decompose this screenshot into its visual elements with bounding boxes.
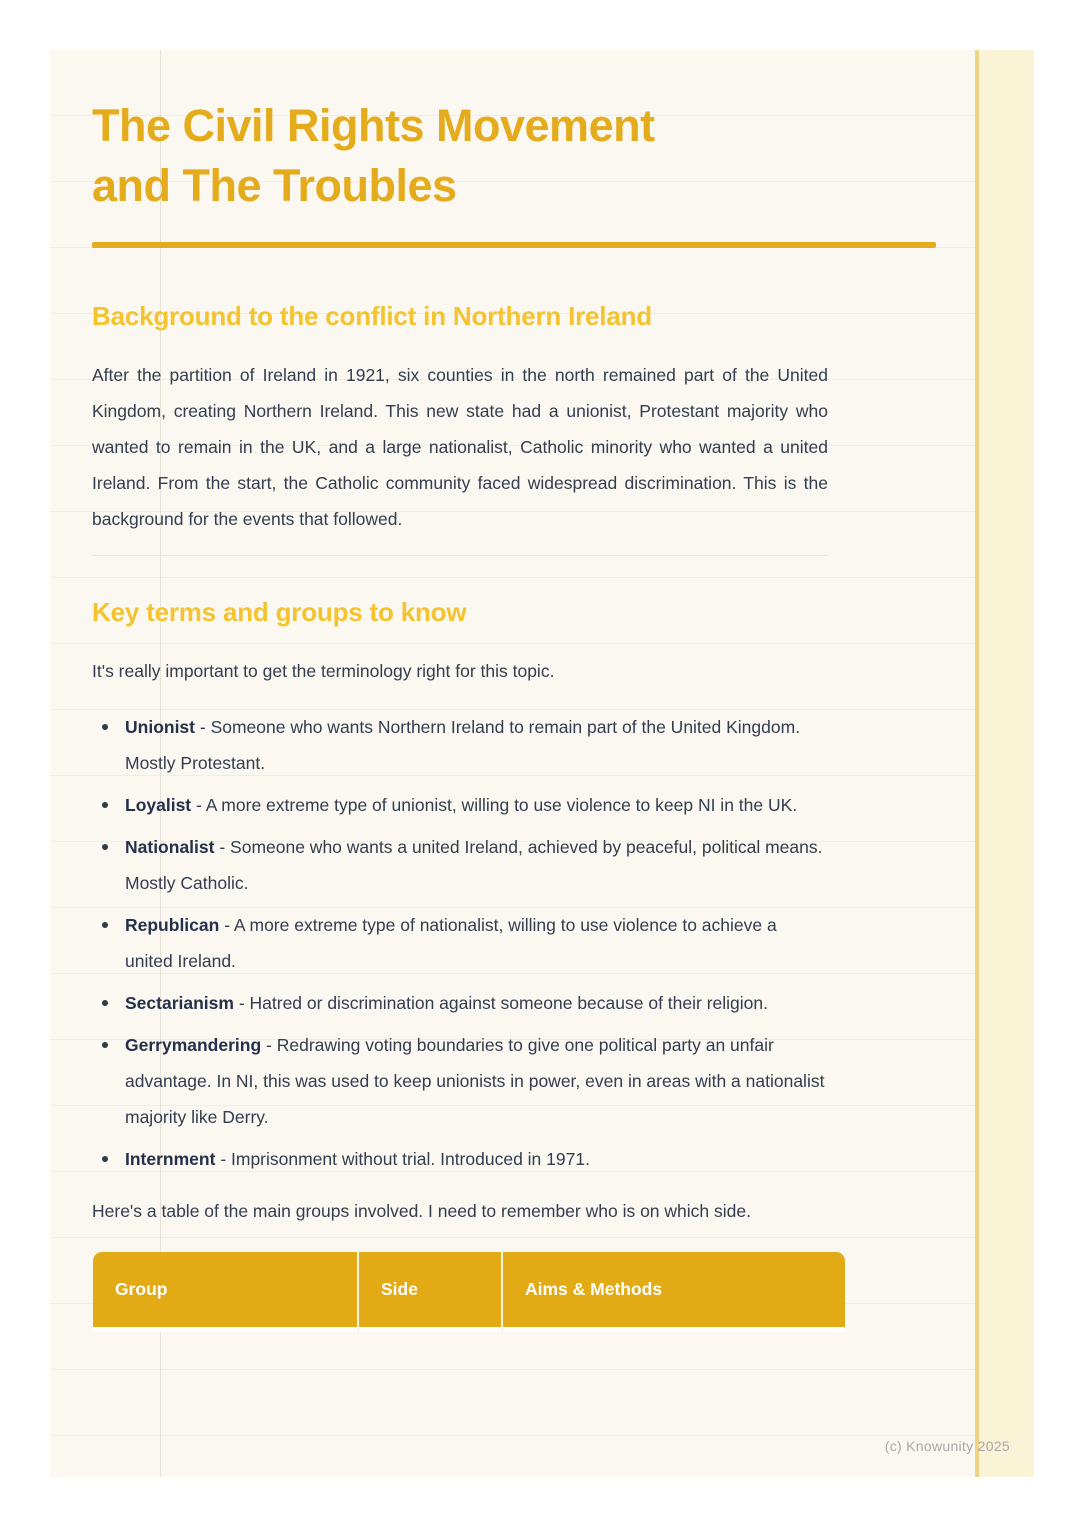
list-item-nationalist: [92, 829, 828, 901]
section-heading-background: Background to the conflict in Northern Ireland: [92, 301, 652, 331]
table-cell: [93, 1327, 359, 1332]
bullet-icon: [102, 844, 108, 850]
table-header-row: [93, 1252, 845, 1327]
page-title-line-1: The Civil Rights Movement: [92, 100, 655, 151]
notebook-paper: [50, 50, 1034, 1477]
list-item-gerrymandering: [92, 1027, 828, 1135]
background-paragraph: After the partition of Ireland in 1921, six counties in the north remained part of the United Kingdom, creating Northern Ireland. This new state had a unionist, Protestant majority who wanted to remain in the UK, and a large nationalist, Catholic minority who wanted a united Ireland. From the start, the Catholic community faced widespread discrimination. This is the background for the events that followed.: [92, 365, 828, 529]
term-label: Internment: [125, 1149, 216, 1169]
term-definition: - Imprisonment without trial. Introduced in 1971.: [220, 1149, 590, 1169]
bullet-icon: [102, 1000, 108, 1006]
table-cell: [503, 1327, 845, 1332]
table-header-aims-methods: Aims & Methods: [525, 1279, 663, 1299]
document-content: [92, 50, 828, 1332]
bullet-icon: [102, 802, 108, 808]
term-label: Nationalist: [125, 837, 215, 857]
table-cell: [359, 1327, 503, 1332]
section-divider: [92, 555, 828, 556]
bullet-icon: [102, 724, 108, 730]
bullet-icon: [102, 1042, 108, 1048]
term-label: Loyalist: [125, 795, 192, 815]
term-definition: - Someone who wants Northern Ireland to remain part of the United Kingdom. Mostly Protestant.: [125, 717, 801, 773]
page-title: [92, 96, 828, 216]
key-terms-list: [92, 709, 828, 1177]
table-body-clipped-row: [93, 1327, 845, 1332]
term-definition: - Someone who wants a united Ireland, achieved by peaceful, political means. Mostly Catholic.: [125, 837, 823, 893]
paper-side-band: [979, 50, 1034, 1477]
term-definition: - A more extreme type of unionist, willing to use violence to keep NI in the UK.: [196, 795, 798, 815]
list-item-unionist: [92, 709, 828, 781]
list-item-loyalist: [92, 787, 828, 823]
section-heading-key-terms: Key terms and groups to know: [92, 597, 467, 627]
page-title-line-2: and The Troubles: [92, 160, 457, 211]
list-item-internment: [92, 1141, 828, 1177]
term-definition: - Redrawing voting boundaries to give one political party an unfair advantage. In NI, this was used to keep unionists in power, even in areas with a nationalist majority like Derry.: [125, 1035, 825, 1127]
term-label: Sectarianism: [125, 993, 234, 1013]
term-definition: - A more extreme type of nationalist, willing to use violence to achieve a united Ireland.: [125, 915, 777, 971]
table-header-side: Side: [359, 1252, 503, 1327]
key-terms-intro: It's really important to get the terminology right for this topic.: [92, 661, 555, 681]
list-item-republican: [92, 907, 828, 979]
term-label: Unionist: [125, 717, 195, 737]
term-label: Gerrymandering: [125, 1035, 262, 1055]
term-definition: - Hatred or discrimination against someone because of their religion.: [238, 993, 768, 1013]
groups-table: [93, 1252, 845, 1332]
paper-side-rule: [975, 50, 979, 1477]
copyright-notice: (c) Knowunity 2025: [884, 1438, 1010, 1454]
bullet-icon: [102, 1156, 108, 1162]
table-header-group: Group: [93, 1252, 359, 1327]
list-item-sectarianism: [92, 985, 828, 1021]
term-label: Republican: [125, 915, 220, 935]
table-intro-paragraph: Here's a table of the main groups involved. I need to remember who is on which side.: [92, 1201, 751, 1221]
bullet-icon: [102, 922, 108, 928]
title-underline-rule: [92, 242, 936, 248]
